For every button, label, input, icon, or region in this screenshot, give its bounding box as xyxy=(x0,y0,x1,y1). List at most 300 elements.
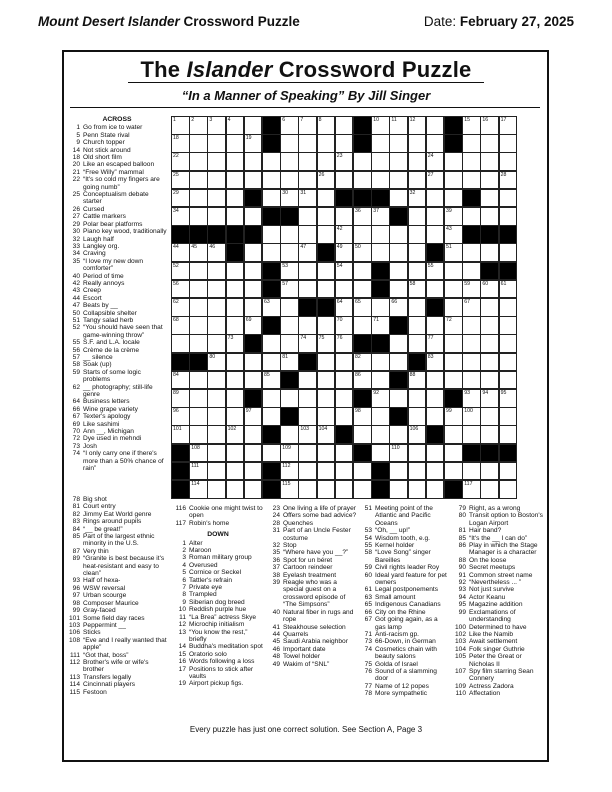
grid-cell[interactable] xyxy=(189,480,208,499)
grid-cell[interactable] xyxy=(389,189,408,208)
grid-cell[interactable] xyxy=(226,334,245,353)
grid-cell[interactable] xyxy=(189,462,208,481)
grid-cell[interactable] xyxy=(480,425,499,444)
grid-cell[interactable] xyxy=(408,262,427,281)
grid-cell[interactable] xyxy=(480,462,499,481)
grid-cell[interactable] xyxy=(389,134,408,153)
grid-cell[interactable] xyxy=(389,116,408,135)
grid-cell[interactable] xyxy=(499,425,518,444)
grid-cell[interactable] xyxy=(480,298,499,317)
grid-cell[interactable] xyxy=(499,243,518,262)
grid-cell[interactable] xyxy=(353,207,372,226)
grid-cell[interactable] xyxy=(171,316,190,335)
grid-cell[interactable] xyxy=(207,353,226,372)
grid-cell[interactable] xyxy=(371,444,390,463)
grid-cell[interactable] xyxy=(499,171,518,190)
grid-cell[interactable] xyxy=(207,334,226,353)
grid-cell[interactable] xyxy=(298,280,317,299)
grid-cell[interactable] xyxy=(298,334,317,353)
grid-cell[interactable] xyxy=(280,116,299,135)
grid-cell[interactable] xyxy=(389,425,408,444)
grid-cell[interactable] xyxy=(280,152,299,171)
grid-cell[interactable] xyxy=(298,189,317,208)
grid-cell[interactable] xyxy=(317,207,336,226)
grid-cell[interactable] xyxy=(444,262,463,281)
grid-cell[interactable] xyxy=(371,225,390,244)
grid-cell[interactable] xyxy=(244,280,263,299)
grid-cell[interactable] xyxy=(244,316,263,335)
grid-cell[interactable] xyxy=(499,207,518,226)
grid-cell[interactable] xyxy=(244,243,263,262)
grid-cell[interactable] xyxy=(426,134,445,153)
grid-cell[interactable] xyxy=(207,425,226,444)
grid-cell[interactable] xyxy=(335,444,354,463)
grid-cell[interactable] xyxy=(353,353,372,372)
grid-cell[interactable] xyxy=(426,316,445,335)
grid-cell[interactable] xyxy=(371,134,390,153)
grid-cell[interactable] xyxy=(262,444,281,463)
grid-cell[interactable] xyxy=(189,280,208,299)
grid-cell[interactable] xyxy=(207,371,226,390)
grid-cell[interactable] xyxy=(408,171,427,190)
grid-cell[interactable] xyxy=(317,389,336,408)
grid-cell[interactable] xyxy=(226,152,245,171)
grid-cell[interactable] xyxy=(353,316,372,335)
grid-cell[interactable] xyxy=(298,371,317,390)
grid-cell[interactable] xyxy=(280,280,299,299)
grid-cell[interactable] xyxy=(171,243,190,262)
grid-cell[interactable] xyxy=(462,171,481,190)
grid-cell[interactable] xyxy=(280,462,299,481)
grid-cell[interactable] xyxy=(317,280,336,299)
grid-cell[interactable] xyxy=(371,407,390,426)
grid-cell[interactable] xyxy=(462,116,481,135)
grid-cell[interactable] xyxy=(426,371,445,390)
grid-cell[interactable] xyxy=(389,280,408,299)
grid-cell[interactable] xyxy=(499,371,518,390)
grid-cell[interactable] xyxy=(408,225,427,244)
grid-cell[interactable] xyxy=(389,462,408,481)
grid-cell[interactable] xyxy=(298,262,317,281)
grid-cell[interactable] xyxy=(244,480,263,499)
grid-cell[interactable] xyxy=(480,389,499,408)
grid-cell[interactable] xyxy=(171,262,190,281)
grid-cell[interactable] xyxy=(408,462,427,481)
grid-cell[interactable] xyxy=(171,389,190,408)
grid-cell[interactable] xyxy=(499,407,518,426)
grid-cell[interactable] xyxy=(480,480,499,499)
grid-cell[interactable] xyxy=(280,225,299,244)
grid-cell[interactable] xyxy=(444,316,463,335)
grid-cell[interactable] xyxy=(280,353,299,372)
grid-cell[interactable] xyxy=(389,243,408,262)
grid-cell[interactable] xyxy=(335,389,354,408)
grid-cell[interactable] xyxy=(462,243,481,262)
grid-cell[interactable] xyxy=(335,280,354,299)
grid-cell[interactable] xyxy=(244,171,263,190)
grid-cell[interactable] xyxy=(408,280,427,299)
grid-cell[interactable] xyxy=(426,407,445,426)
grid-cell[interactable] xyxy=(262,189,281,208)
grid-cell[interactable] xyxy=(389,389,408,408)
grid-cell[interactable] xyxy=(499,298,518,317)
grid-cell[interactable] xyxy=(298,389,317,408)
grid-cell[interactable] xyxy=(226,207,245,226)
grid-cell[interactable] xyxy=(171,116,190,135)
grid-cell[interactable] xyxy=(335,353,354,372)
grid-cell[interactable] xyxy=(480,316,499,335)
grid-cell[interactable] xyxy=(207,134,226,153)
grid-cell[interactable] xyxy=(317,225,336,244)
grid-cell[interactable] xyxy=(244,207,263,226)
grid-cell[interactable] xyxy=(244,134,263,153)
grid-cell[interactable] xyxy=(171,298,190,317)
grid-cell[interactable] xyxy=(280,425,299,444)
grid-cell[interactable] xyxy=(317,134,336,153)
grid-cell[interactable] xyxy=(426,389,445,408)
grid-cell[interactable] xyxy=(408,389,427,408)
grid-cell[interactable] xyxy=(298,425,317,444)
grid-cell[interactable] xyxy=(335,171,354,190)
grid-cell[interactable] xyxy=(280,316,299,335)
grid-cell[interactable] xyxy=(298,152,317,171)
grid-cell[interactable] xyxy=(371,152,390,171)
grid-cell[interactable] xyxy=(462,407,481,426)
grid-cell[interactable] xyxy=(244,371,263,390)
grid-cell[interactable] xyxy=(171,371,190,390)
grid-cell[interactable] xyxy=(408,316,427,335)
grid-cell[interactable] xyxy=(226,116,245,135)
grid-cell[interactable] xyxy=(389,262,408,281)
grid-cell[interactable] xyxy=(226,171,245,190)
grid-cell[interactable] xyxy=(262,298,281,317)
grid-cell[interactable] xyxy=(317,189,336,208)
grid-cell[interactable] xyxy=(298,225,317,244)
grid-cell[interactable] xyxy=(371,425,390,444)
grid-cell[interactable] xyxy=(499,116,518,135)
grid-cell[interactable] xyxy=(389,353,408,372)
grid-cell[interactable] xyxy=(371,171,390,190)
grid-cell[interactable] xyxy=(226,389,245,408)
grid-cell[interactable] xyxy=(189,444,208,463)
grid-cell[interactable] xyxy=(207,171,226,190)
grid-cell[interactable] xyxy=(408,116,427,135)
grid-cell[interactable] xyxy=(499,189,518,208)
grid-cell[interactable] xyxy=(189,298,208,317)
grid-cell[interactable] xyxy=(226,425,245,444)
grid-cell[interactable] xyxy=(408,371,427,390)
grid-cell[interactable] xyxy=(408,207,427,226)
grid-cell[interactable] xyxy=(171,207,190,226)
grid-cell[interactable] xyxy=(444,171,463,190)
grid-cell[interactable] xyxy=(335,371,354,390)
grid-cell[interactable] xyxy=(499,316,518,335)
grid-cell[interactable] xyxy=(480,243,499,262)
grid-cell[interactable] xyxy=(207,152,226,171)
grid-cell[interactable] xyxy=(444,334,463,353)
grid-cell[interactable] xyxy=(244,425,263,444)
grid-cell[interactable] xyxy=(335,462,354,481)
grid-cell[interactable] xyxy=(262,389,281,408)
grid-cell[interactable] xyxy=(189,334,208,353)
grid-cell[interactable] xyxy=(462,425,481,444)
grid-cell[interactable] xyxy=(262,171,281,190)
grid-cell[interactable] xyxy=(499,353,518,372)
grid-cell[interactable] xyxy=(353,407,372,426)
grid-cell[interactable] xyxy=(207,462,226,481)
grid-cell[interactable] xyxy=(189,171,208,190)
grid-cell[interactable] xyxy=(189,152,208,171)
grid-cell[interactable] xyxy=(189,371,208,390)
grid-cell[interactable] xyxy=(444,462,463,481)
grid-cell[interactable] xyxy=(426,225,445,244)
grid-cell[interactable] xyxy=(171,334,190,353)
grid-cell[interactable] xyxy=(317,334,336,353)
grid-cell[interactable] xyxy=(499,280,518,299)
grid-cell[interactable] xyxy=(426,262,445,281)
grid-cell[interactable] xyxy=(171,134,190,153)
grid-cell[interactable] xyxy=(226,462,245,481)
grid-cell[interactable] xyxy=(389,225,408,244)
grid-cell[interactable] xyxy=(262,152,281,171)
grid-cell[interactable] xyxy=(335,316,354,335)
grid-cell[interactable] xyxy=(444,207,463,226)
grid-cell[interactable] xyxy=(171,280,190,299)
grid-cell[interactable] xyxy=(298,134,317,153)
grid-cell[interactable] xyxy=(444,371,463,390)
grid-cell[interactable] xyxy=(462,353,481,372)
grid-cell[interactable] xyxy=(408,134,427,153)
grid-cell[interactable] xyxy=(426,462,445,481)
grid-cell[interactable] xyxy=(408,152,427,171)
grid-cell[interactable] xyxy=(226,444,245,463)
grid-cell[interactable] xyxy=(262,334,281,353)
grid-cell[interactable] xyxy=(244,462,263,481)
grid-cell[interactable] xyxy=(226,280,245,299)
grid-cell[interactable] xyxy=(317,407,336,426)
grid-cell[interactable] xyxy=(335,480,354,499)
grid-cell[interactable] xyxy=(462,134,481,153)
grid-cell[interactable] xyxy=(444,152,463,171)
grid-cell[interactable] xyxy=(280,298,299,317)
grid-cell[interactable] xyxy=(226,262,245,281)
grid-cell[interactable] xyxy=(207,116,226,135)
grid-cell[interactable] xyxy=(280,262,299,281)
grid-cell[interactable] xyxy=(189,262,208,281)
grid-cell[interactable] xyxy=(280,243,299,262)
grid-cell[interactable] xyxy=(335,243,354,262)
grid-cell[interactable] xyxy=(462,316,481,335)
grid-cell[interactable] xyxy=(207,189,226,208)
grid-cell[interactable] xyxy=(244,116,263,135)
grid-cell[interactable] xyxy=(444,189,463,208)
grid-cell[interactable] xyxy=(335,207,354,226)
grid-cell[interactable] xyxy=(444,225,463,244)
grid-cell[interactable] xyxy=(480,280,499,299)
grid-cell[interactable] xyxy=(207,298,226,317)
grid-cell[interactable] xyxy=(353,425,372,444)
grid-cell[interactable] xyxy=(480,189,499,208)
grid-cell[interactable] xyxy=(335,262,354,281)
grid-cell[interactable] xyxy=(226,371,245,390)
grid-cell[interactable] xyxy=(426,189,445,208)
grid-cell[interactable] xyxy=(499,462,518,481)
grid-cell[interactable] xyxy=(480,134,499,153)
grid-cell[interactable] xyxy=(426,480,445,499)
grid-cell[interactable] xyxy=(335,152,354,171)
grid-cell[interactable] xyxy=(189,207,208,226)
grid-cell[interactable] xyxy=(280,480,299,499)
grid-cell[interactable] xyxy=(298,207,317,226)
grid-cell[interactable] xyxy=(207,444,226,463)
grid-cell[interactable] xyxy=(298,316,317,335)
grid-cell[interactable] xyxy=(408,444,427,463)
grid-cell[interactable] xyxy=(480,334,499,353)
grid-cell[interactable] xyxy=(462,280,481,299)
grid-cell[interactable] xyxy=(298,116,317,135)
grid-cell[interactable] xyxy=(317,152,336,171)
grid-cell[interactable] xyxy=(189,316,208,335)
grid-cell[interactable] xyxy=(189,425,208,444)
grid-cell[interactable] xyxy=(226,480,245,499)
grid-cell[interactable] xyxy=(353,480,372,499)
grid-cell[interactable] xyxy=(462,389,481,408)
grid-cell[interactable] xyxy=(408,243,427,262)
grid-cell[interactable] xyxy=(462,480,481,499)
grid-cell[interactable] xyxy=(207,207,226,226)
grid-cell[interactable] xyxy=(444,425,463,444)
grid-cell[interactable] xyxy=(189,243,208,262)
grid-cell[interactable] xyxy=(371,207,390,226)
grid-cell[interactable] xyxy=(207,316,226,335)
grid-cell[interactable] xyxy=(280,389,299,408)
grid-cell[interactable] xyxy=(207,262,226,281)
grid-cell[interactable] xyxy=(389,480,408,499)
grid-cell[interactable] xyxy=(408,480,427,499)
grid-cell[interactable] xyxy=(226,407,245,426)
grid-cell[interactable] xyxy=(189,134,208,153)
grid-cell[interactable] xyxy=(207,480,226,499)
grid-cell[interactable] xyxy=(371,371,390,390)
grid-cell[interactable] xyxy=(335,225,354,244)
grid-cell[interactable] xyxy=(444,407,463,426)
grid-cell[interactable] xyxy=(207,243,226,262)
grid-cell[interactable] xyxy=(298,171,317,190)
grid-cell[interactable] xyxy=(317,171,336,190)
grid-cell[interactable] xyxy=(353,171,372,190)
grid-cell[interactable] xyxy=(280,189,299,208)
grid-cell[interactable] xyxy=(226,134,245,153)
grid-cell[interactable] xyxy=(189,407,208,426)
grid-cell[interactable] xyxy=(499,134,518,153)
grid-cell[interactable] xyxy=(280,171,299,190)
grid-cell[interactable] xyxy=(262,243,281,262)
grid-cell[interactable] xyxy=(444,298,463,317)
grid-cell[interactable] xyxy=(426,444,445,463)
grid-cell[interactable] xyxy=(462,207,481,226)
grid-cell[interactable] xyxy=(444,353,463,372)
grid-cell[interactable] xyxy=(298,444,317,463)
grid-cell[interactable] xyxy=(262,225,281,244)
grid-cell[interactable] xyxy=(262,353,281,372)
grid-cell[interactable] xyxy=(335,407,354,426)
grid-cell[interactable] xyxy=(353,298,372,317)
grid-cell[interactable] xyxy=(426,116,445,135)
grid-cell[interactable] xyxy=(226,353,245,372)
grid-cell[interactable] xyxy=(226,316,245,335)
grid-cell[interactable] xyxy=(298,480,317,499)
grid-cell[interactable] xyxy=(371,316,390,335)
grid-cell[interactable] xyxy=(499,334,518,353)
grid-cell[interactable] xyxy=(389,298,408,317)
grid-cell[interactable] xyxy=(317,262,336,281)
grid-cell[interactable] xyxy=(444,280,463,299)
grid-cell[interactable] xyxy=(298,462,317,481)
grid-cell[interactable] xyxy=(353,243,372,262)
grid-cell[interactable] xyxy=(480,407,499,426)
grid-cell[interactable] xyxy=(389,171,408,190)
grid-cell[interactable] xyxy=(444,243,463,262)
grid-cell[interactable] xyxy=(353,262,372,281)
grid-cell[interactable] xyxy=(244,407,263,426)
grid-cell[interactable] xyxy=(189,116,208,135)
grid-cell[interactable] xyxy=(462,334,481,353)
grid-cell[interactable] xyxy=(408,407,427,426)
grid-cell[interactable] xyxy=(353,152,372,171)
grid-cell[interactable] xyxy=(426,207,445,226)
grid-cell[interactable] xyxy=(426,334,445,353)
grid-cell[interactable] xyxy=(371,116,390,135)
grid-cell[interactable] xyxy=(298,243,317,262)
grid-cell[interactable] xyxy=(480,116,499,135)
grid-cell[interactable] xyxy=(226,298,245,317)
grid-cell[interactable] xyxy=(462,462,481,481)
grid-cell[interactable] xyxy=(335,116,354,135)
grid-cell[interactable] xyxy=(317,116,336,135)
grid-cell[interactable] xyxy=(317,371,336,390)
grid-cell[interactable] xyxy=(189,189,208,208)
grid-cell[interactable] xyxy=(353,280,372,299)
grid-cell[interactable] xyxy=(371,243,390,262)
grid-cell[interactable] xyxy=(389,444,408,463)
grid-cell[interactable] xyxy=(280,134,299,153)
grid-cell[interactable] xyxy=(480,353,499,372)
grid-cell[interactable] xyxy=(244,262,263,281)
grid-cell[interactable] xyxy=(462,371,481,390)
grid-cell[interactable] xyxy=(335,334,354,353)
grid-cell[interactable] xyxy=(499,152,518,171)
grid-cell[interactable] xyxy=(499,480,518,499)
grid-cell[interactable] xyxy=(480,371,499,390)
grid-cell[interactable] xyxy=(371,353,390,372)
grid-cell[interactable] xyxy=(207,407,226,426)
grid-cell[interactable] xyxy=(262,371,281,390)
grid-cell[interactable] xyxy=(317,480,336,499)
grid-cell[interactable] xyxy=(244,353,263,372)
grid-cell[interactable] xyxy=(171,189,190,208)
grid-cell[interactable] xyxy=(462,298,481,317)
grid-cell[interactable] xyxy=(317,316,336,335)
grid-cell[interactable] xyxy=(298,407,317,426)
grid-cell[interactable] xyxy=(408,334,427,353)
grid-cell[interactable] xyxy=(371,298,390,317)
grid-cell[interactable] xyxy=(317,444,336,463)
grid-cell[interactable] xyxy=(371,389,390,408)
grid-cell[interactable] xyxy=(426,171,445,190)
grid-cell[interactable] xyxy=(226,189,245,208)
grid-cell[interactable] xyxy=(262,407,281,426)
grid-cell[interactable] xyxy=(317,353,336,372)
